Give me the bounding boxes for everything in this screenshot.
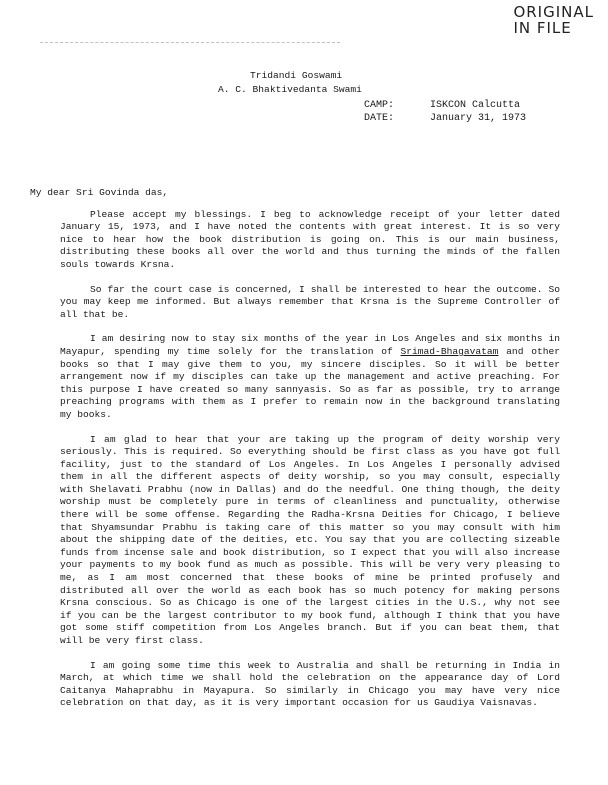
bhagavatam-title: Bhagavatam <box>440 345 499 357</box>
camp-value: ISKCON Calcutta <box>430 100 521 111</box>
paragraph-1: Please accept my blessings. I beg to acknowledge receipt of your letter dated January 15, 1973, and I have noted the contents with great interest. It is so very nice to hear how the book distribution is going on. This is our main business, distributing these books all over the world and thus turning the minds of the fallen souls towards Krsna. <box>60 208 560 270</box>
paragraph-3 <box>60 333 560 421</box>
stamp-line-1: ORIGINAL <box>513 3 594 21</box>
salutation: My dear Sri Govinda das, <box>30 187 169 198</box>
sender-name: Tridandi Goswami <box>250 70 343 81</box>
paragraph-5: I am going some time this week to Australia and shall be returning in India in March, at which time we shall hold the celebration on the appearance day of Lord Caitanya Mahaprabhu in Mayapura. So similarly in Chicago you may have very nice celebration on that day, as it is very important occasion for us Gaudiya Vaisnavas. <box>60 659 560 709</box>
faint-letterhead-mark <box>40 42 340 53</box>
paragraph-3-end: and other books so that I may give them to you, my sincere disciples. So it will be better arrangement now if my disciples can take up the management and active preaching. For this purpose I have created so many sannyasis. So as far as possible, try to arrange preaching programs with them as I prefer to remain now in the background translating my books. <box>60 345 561 420</box>
camp-label: CAMP: <box>364 100 395 111</box>
srimad-title: Srimad- <box>400 345 441 357</box>
sender-title: A. C. Bhaktivedanta Swami <box>218 84 362 95</box>
paragraph-2: So far the court case is concerned, I shall be interested to hear the outcome. So you may keep me informed. But always remember that Krsna is the Supreme Controller of all that be. <box>60 283 560 320</box>
original-in-file-stamp <box>513 4 594 36</box>
stamp-line-2: IN FILE <box>513 19 572 37</box>
date-label: DATE: <box>364 113 395 124</box>
date-value: January 31, 1973 <box>430 113 527 124</box>
letter-body <box>30 187 561 722</box>
paragraph-3-start: I am desiring now to stay six months of the year in Los Angeles and six months in Mayapur, spending my time solely for the translation of <box>60 333 560 357</box>
paragraph-4: I am glad to hear that your are taking up the program of deity worship very seriously. This is required. So everything should be first class as you have got full facility, just to the standard of Los Angeles. In Los Angeles I personally advised them in all the different aspects of deity worship, so you may consult, especially with Shelavati Prabhu (now in Dallas) and do the needful. One thing though, the deity worship must be completely pure in terms of cleanliness and punctuality, otherwise there will be some offense. Regarding the Radha-Krsna Deities for Chicago, I believe that Shyamsundar Prabhu is taking care of this matter so you may consult with him about the shipping date of the deities, etc. You say that you are collecting sizeable funds from incense sale and book distribution, so I expect that you will also increase your payments to my book fund as much as possible. This will be very very pleasing to me, as I am most concerned that these books of mine be printed profusely and distributed all over the world as each book has so much potency for making persons Krsna conscious. So as Chicago is one of the largest cities in the U.S., why not see if you can be the largest contributor to my book fund, although I think that you have got some stiff competition from Los Angeles branch. But if you can beat them, that will be very first class. <box>60 433 560 646</box>
